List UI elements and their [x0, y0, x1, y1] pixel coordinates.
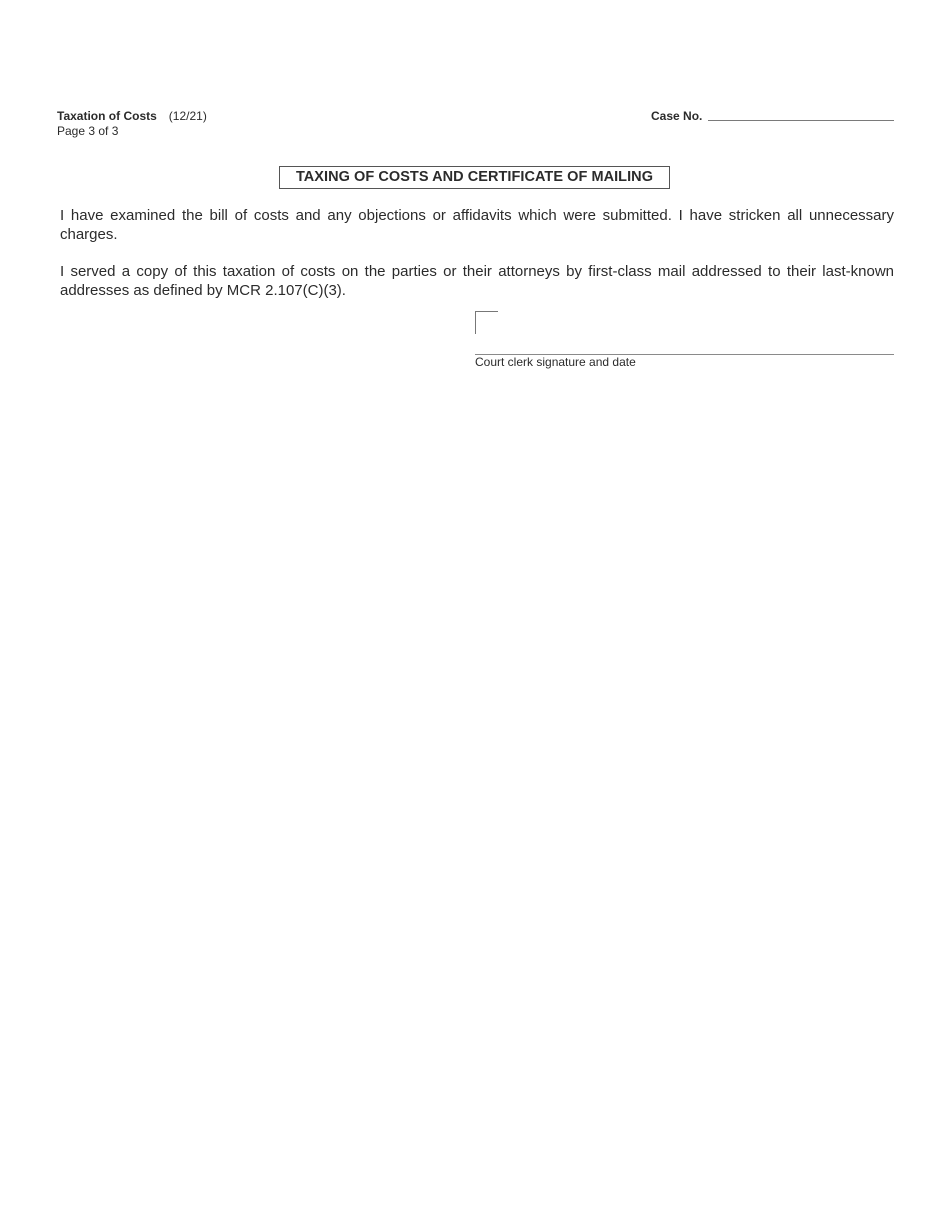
page-indicator: Page 3 of 3	[57, 124, 119, 138]
case-no-label: Case No.	[651, 109, 703, 123]
case-no-field[interactable]	[708, 120, 894, 121]
form-name-header	[57, 109, 207, 123]
signature-caption: Court clerk signature and date	[475, 355, 636, 369]
section-title: TAXING OF COSTS AND CERTIFICATE OF MAILING	[279, 166, 670, 189]
form-name: Taxation of Costs	[57, 109, 157, 123]
mailing-certificate-statement: I served a copy of this taxation of costs on the parties or their attorneys by first-class mail addressed to their last-known addresses as defined by MCR 2.107(C)(3).	[60, 263, 894, 299]
form-revision: (12/21)	[168, 109, 207, 123]
examination-statement: I have examined the bill of costs and any objections or affidavits which were submitted. I have stricken all unnecessary charges.	[60, 207, 894, 243]
signature-field-corner-mark	[475, 311, 498, 334]
